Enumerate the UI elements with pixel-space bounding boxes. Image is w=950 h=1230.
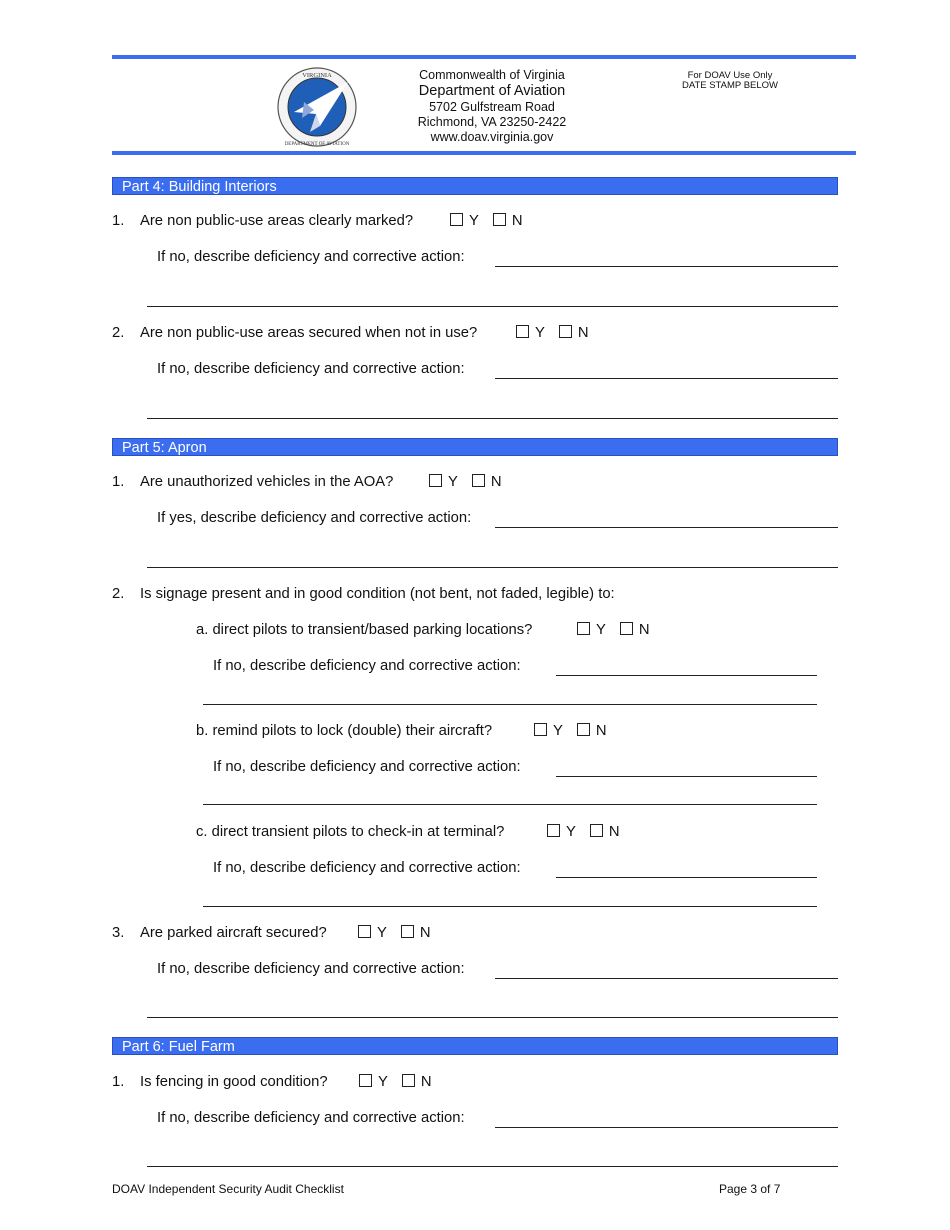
- part6-heading: Part 6: Fuel Farm: [112, 1037, 838, 1055]
- part5-q3-answer-line-1[interactable]: [495, 978, 838, 979]
- part5-q3-yes-checkbox[interactable]: [358, 925, 371, 938]
- no-label: N: [595, 723, 607, 739]
- part5-heading: Part 5: Apron: [112, 438, 838, 456]
- part4-q1-answer-line-2[interactable]: [147, 306, 838, 307]
- part4-q1-answer-line-1[interactable]: [495, 266, 838, 267]
- footer-page-number: Page 3 of 7: [719, 1182, 781, 1196]
- part6-q1-no-checkbox[interactable]: [402, 1074, 415, 1087]
- part4-q1-deficiency-label: If no, describe deficiency and corrective action:: [157, 249, 465, 265]
- part5-q2b-answer-line-1[interactable]: [556, 776, 817, 777]
- part5-q3-answer-line-2[interactable]: [147, 1017, 838, 1018]
- part5-q2b-yes-checkbox[interactable]: [534, 723, 547, 736]
- part5-q2c-yes-checkbox[interactable]: [547, 824, 560, 837]
- header-commonwealth: Commonwealth of Virginia: [419, 68, 565, 82]
- header-website: www.doav.virginia.gov: [430, 130, 554, 144]
- doav-seal: [274, 66, 362, 150]
- part4-q2-text: Are non public-use areas secured when not in use?: [140, 325, 478, 341]
- part5-q3-deficiency-label: If no, describe deficiency and corrective action:: [157, 961, 465, 977]
- part5-q2c-text: c. direct transient pilots to check-in at terminal?: [196, 824, 505, 840]
- yes-label: Y: [596, 622, 606, 638]
- part5-q2b-deficiency-label: If no, describe deficiency and corrective action:: [213, 759, 521, 775]
- part5-q1-yes-checkbox[interactable]: [429, 474, 442, 487]
- no-label: N: [490, 474, 502, 490]
- part5-q2a-choices: [577, 621, 650, 639]
- part4-heading: Part 4: Building Interiors: [112, 177, 838, 195]
- part6-q1-text: Is fencing in good condition?: [140, 1074, 328, 1090]
- no-label: N: [511, 213, 523, 229]
- part4-q1-choices: [450, 212, 523, 230]
- part5-q2b-no-checkbox[interactable]: [577, 723, 590, 736]
- footer-title: DOAV Independent Security Audit Checklist: [112, 1182, 344, 1196]
- yes-label: Y: [553, 723, 563, 739]
- part4-q2-deficiency-label: If no, describe deficiency and corrective action:: [157, 361, 465, 377]
- part5-q2b-choices: [534, 722, 607, 740]
- no-label: N: [419, 925, 431, 941]
- yes-label: Y: [535, 325, 545, 341]
- part4-q2-choices: [516, 324, 589, 342]
- part5-q1-answer-line-2[interactable]: [147, 567, 838, 568]
- part4-q2-no-checkbox[interactable]: [559, 325, 572, 338]
- part5-q1-choices: [429, 473, 502, 491]
- yes-label: Y: [566, 824, 576, 840]
- no-label: N: [577, 325, 589, 341]
- yes-label: Y: [377, 925, 387, 941]
- part5-q3-choices: [358, 924, 431, 942]
- yes-label: Y: [448, 474, 458, 490]
- part4-q1-no-checkbox[interactable]: [493, 213, 506, 226]
- no-label: N: [420, 1074, 432, 1090]
- part5-q2c-answer-line-2[interactable]: [203, 906, 817, 907]
- header-bottom-rule: [112, 151, 856, 155]
- part5-q3-number: 3.: [112, 925, 125, 941]
- part5-q2a-text: a. direct pilots to transient/based parking locations?: [196, 622, 533, 638]
- yes-label: Y: [469, 213, 479, 229]
- part5-q2c-choices: [547, 823, 620, 841]
- part5-q2-text: Is signage present and in good condition (not bent, not faded, legible) to:: [140, 586, 615, 602]
- part4-q2-answer-line-2[interactable]: [147, 418, 838, 419]
- part5-q3-text: Are parked aircraft secured?: [140, 925, 327, 941]
- part6-q1-yes-checkbox[interactable]: [359, 1074, 372, 1087]
- part5-q2b-text: b. remind pilots to lock (double) their aircraft?: [196, 723, 493, 739]
- part4-q2-yes-checkbox[interactable]: [516, 325, 529, 338]
- part4-q2-number: 2.: [112, 325, 125, 341]
- part6-q1-answer-line-1[interactable]: [495, 1127, 838, 1128]
- part6-q1-choices: [359, 1073, 432, 1091]
- part5-q2a-answer-line-1[interactable]: [556, 675, 817, 676]
- stamp-label-1: For DOAV Use Only: [687, 70, 773, 81]
- part5-q2a-no-checkbox[interactable]: [620, 622, 633, 635]
- part5-q2a-yes-checkbox[interactable]: [577, 622, 590, 635]
- part5-q2c-answer-line-1[interactable]: [556, 877, 817, 878]
- part5-q1-answer-line-1[interactable]: [495, 527, 838, 528]
- header-top-rule: [112, 55, 856, 59]
- part5-q2c-no-checkbox[interactable]: [590, 824, 603, 837]
- part5-q1-text: Are unauthorized vehicles in the AOA?: [140, 474, 394, 490]
- part5-q1-no-checkbox[interactable]: [472, 474, 485, 487]
- yes-label: Y: [378, 1074, 388, 1090]
- part4-q1-number: 1.: [112, 213, 125, 229]
- part5-q2-number: 2.: [112, 586, 125, 602]
- part4-q1-yes-checkbox[interactable]: [450, 213, 463, 226]
- no-label: N: [638, 622, 650, 638]
- part5-q2a-deficiency-label: If no, describe deficiency and corrective action:: [213, 658, 521, 674]
- stamp-label-2: DATE STAMP BELOW: [681, 80, 779, 91]
- part5-q1-deficiency-label: If yes, describe deficiency and corrective action:: [157, 510, 472, 526]
- part5-q1-number: 1.: [112, 474, 125, 490]
- seal-text-bottom: DEPARTMENT OF AVIATION: [284, 142, 350, 147]
- header-address1: 5702 Gulfstream Road: [429, 100, 555, 114]
- header-address2: Richmond, VA 23250-2422: [417, 115, 567, 129]
- no-label: N: [608, 824, 620, 840]
- part6-q1-answer-line-2[interactable]: [147, 1166, 838, 1167]
- part6-q1-number: 1.: [112, 1074, 125, 1090]
- part4-q1-text: Are non public-use areas clearly marked?: [140, 213, 414, 229]
- part5-q2c-deficiency-label: If no, describe deficiency and corrective action:: [213, 860, 521, 876]
- seal-text-top: VIRGINIA: [302, 72, 332, 79]
- part6-q1-deficiency-label: If no, describe deficiency and corrective action:: [157, 1110, 465, 1126]
- part5-q2a-answer-line-2[interactable]: [203, 704, 817, 705]
- part4-q2-answer-line-1[interactable]: [495, 378, 838, 379]
- part5-q2b-answer-line-2[interactable]: [203, 804, 817, 805]
- header-department: Department of Aviation: [418, 83, 566, 99]
- part5-q3-no-checkbox[interactable]: [401, 925, 414, 938]
